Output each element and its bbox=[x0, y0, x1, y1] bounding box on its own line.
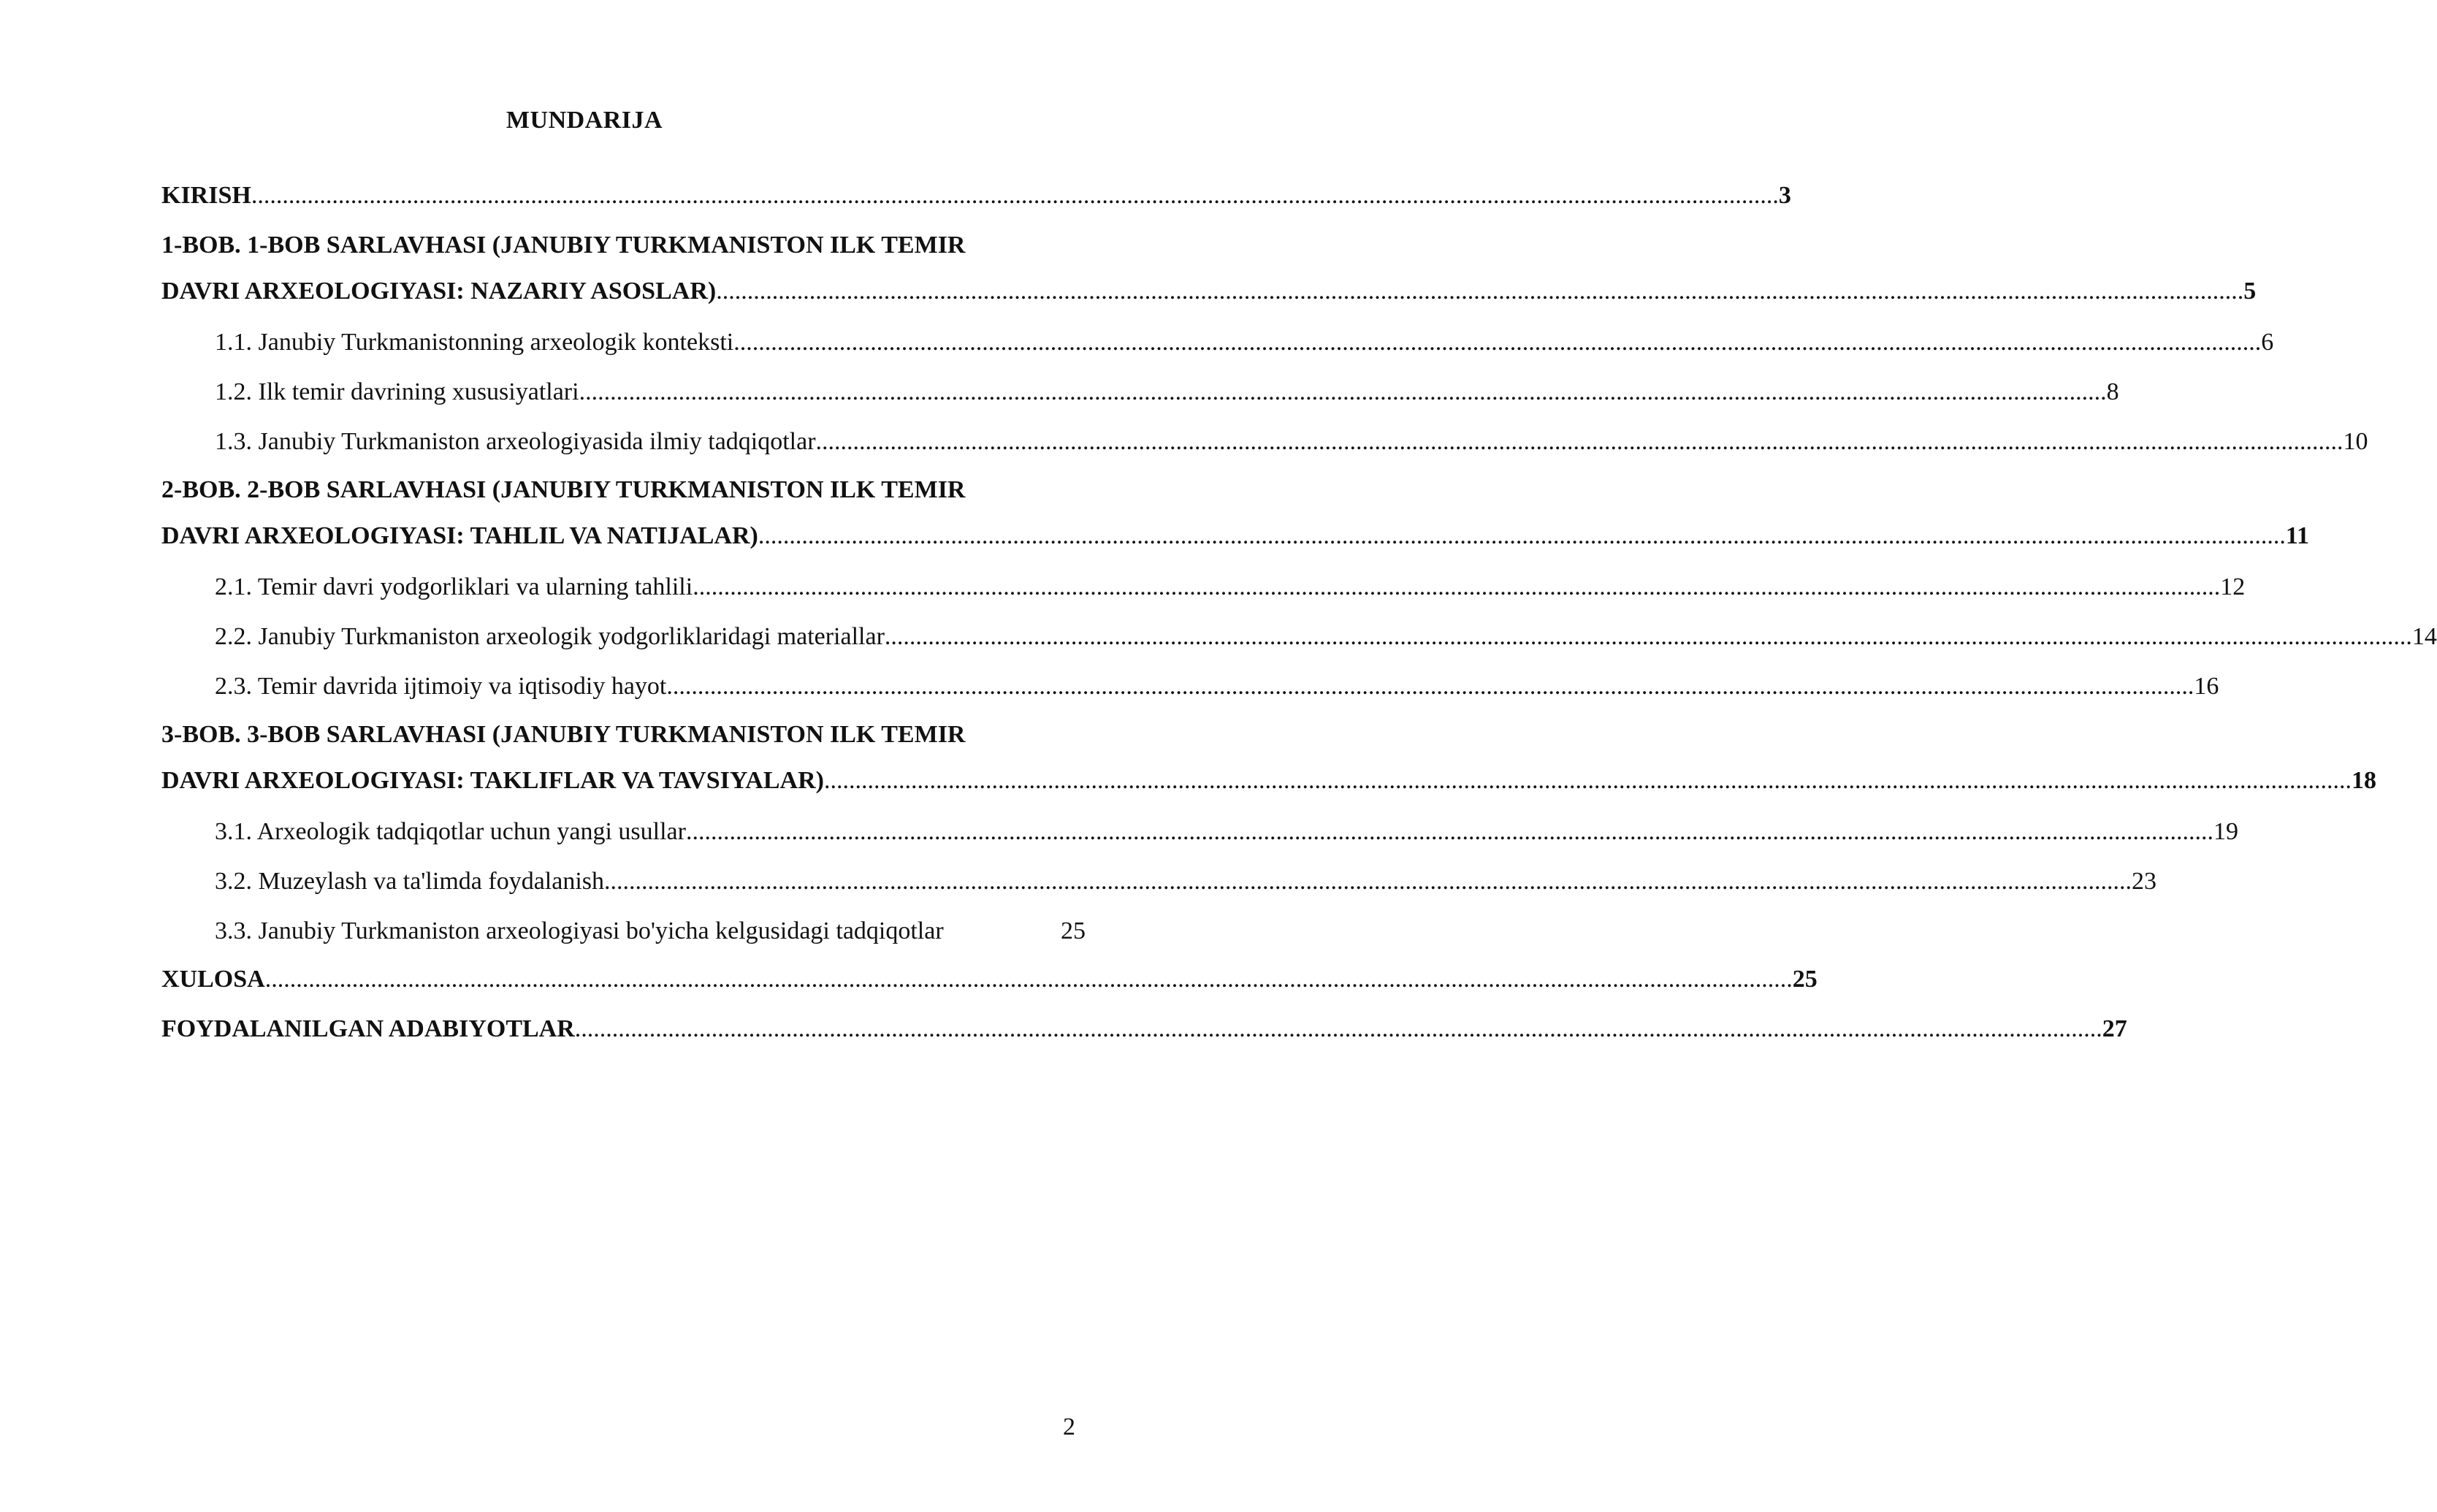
toc-entry-page: 11 bbox=[2285, 522, 2309, 549]
toc-chapter-3-title-line1[interactable] bbox=[161, 711, 1056, 757]
dot-leader bbox=[693, 562, 2220, 612]
toc-entry-label: FOYDALANILGAN ADABIYOTLAR bbox=[161, 1015, 575, 1042]
toc-chapter-2-title-line1[interactable] bbox=[161, 467, 1056, 513]
toc-entry-label: 3.3. Janubiy Turkmaniston arxeologiyasi bo'yicha kelgusidagi tadqiqotlar bbox=[215, 917, 944, 944]
dot-leader bbox=[265, 956, 1793, 1002]
toc-entry-label: KIRISH bbox=[161, 182, 251, 209]
toc-entry-label: 3-BOB. 3-BOB SARLAVHASI (JANUBIY TURKMANISTON ILK TEMIR bbox=[161, 721, 966, 748]
toc-entry-page: 16 bbox=[2194, 673, 2219, 700]
toc-entry-page: 10 bbox=[2343, 428, 2368, 455]
toc-chapter-1-title-line1[interactable] bbox=[161, 222, 1056, 268]
toc-entry-page: 23 bbox=[2132, 868, 2156, 895]
toc-section-3-2[interactable] bbox=[161, 857, 2156, 906]
toc-section-2-3[interactable] bbox=[161, 662, 2219, 711]
toc-entry-label: XULOSA bbox=[161, 966, 265, 993]
toc-entry-page: 14 bbox=[2411, 623, 2437, 650]
toc-entry-label: DAVRI ARXEOLOGIYASI: NAZARIY ASOSLAR) bbox=[161, 278, 717, 305]
toc-entry-label: 2.3. Temir davrida ijtimoiy va iqtisodiy hayot bbox=[215, 673, 667, 700]
toc-section-2-2[interactable] bbox=[161, 612, 2437, 662]
toc-entry-label: 3.2. Muzeylash va ta'limda foydalanish bbox=[215, 868, 604, 895]
toc-entry-label: 1.1. Janubiy Turkmanistonning arxeologik konteksti bbox=[215, 329, 734, 356]
dot-leader bbox=[575, 1006, 2102, 1052]
toc-entry-label: 1.2. Ilk temir davrining xususiyatlari bbox=[215, 378, 579, 405]
toc-entry-page: 6 bbox=[2261, 329, 2274, 356]
dot-leader bbox=[716, 268, 2243, 314]
dot-leader bbox=[251, 172, 1779, 218]
dot-leader bbox=[604, 857, 2132, 906]
toc-chapter-1-title-line2[interactable] bbox=[161, 268, 2257, 318]
toc-entry-label: 2.2. Janubiy Turkmaniston arxeologik yodgorliklaridagi materiallar bbox=[215, 623, 885, 650]
toc-entry-xulosa[interactable] bbox=[161, 956, 1818, 1006]
page-title: MUNDARIJA bbox=[506, 107, 663, 134]
toc-section-2-1[interactable] bbox=[161, 562, 2246, 612]
toc-entry-page: 25 bbox=[1061, 917, 1086, 944]
toc-entry-page: 3 bbox=[1778, 182, 1791, 209]
dot-leader bbox=[733, 318, 2261, 367]
toc-entry-kirish[interactable] bbox=[161, 172, 1791, 222]
toc-entry-label: 2.1. Temir davri yodgorliklari va ularning tahlili bbox=[215, 573, 693, 600]
dot-leader bbox=[824, 757, 2352, 803]
dot-leader bbox=[579, 367, 2107, 417]
toc-entry-page: 8 bbox=[2106, 378, 2119, 405]
toc-section-1-1[interactable] bbox=[161, 318, 2274, 367]
toc-entry-page: 19 bbox=[2213, 818, 2238, 845]
toc-entry-label: 3.1. Arxeologik tadqiqotlar uchun yangi usullar bbox=[215, 818, 686, 845]
toc-section-1-3[interactable] bbox=[161, 417, 2368, 467]
toc-chapter-3-title-line2[interactable] bbox=[161, 757, 2376, 807]
toc-entry-label: 1-BOB. 1-BOB SARLAVHASI (JANUBIY TURKMANISTON ILK TEMIR bbox=[161, 232, 966, 259]
toc-entry-page: 18 bbox=[2351, 767, 2376, 794]
toc-entry-page: 5 bbox=[2243, 278, 2257, 305]
toc-entry-page: 27 bbox=[2102, 1015, 2127, 1042]
dot-leader bbox=[816, 417, 2343, 467]
toc-section-1-2[interactable] bbox=[161, 367, 2119, 417]
toc-entry-page: 12 bbox=[2220, 573, 2246, 600]
toc-entry-label: 2-BOB. 2-BOB SARLAVHASI (JANUBIY TURKMANISTON ILK TEMIR bbox=[161, 476, 966, 503]
toc-entry-label: 1.3. Janubiy Turkmaniston arxeologiyasida ilmiy tadqiqotlar bbox=[215, 428, 816, 455]
dot-leader bbox=[885, 612, 2412, 662]
toc-section-3-1[interactable] bbox=[161, 807, 2238, 857]
toc-entry-label: DAVRI ARXEOLOGIYASI: TAKLIFLAR VA TAVSIYALAR) bbox=[161, 767, 824, 794]
dot-leader bbox=[666, 662, 2194, 711]
page-number: 2 bbox=[1063, 1413, 1075, 1440]
toc-section-3-3[interactable] bbox=[161, 906, 1086, 956]
table-of-contents bbox=[161, 172, 2437, 1055]
toc-chapter-2-title-line2[interactable] bbox=[161, 513, 2309, 562]
toc-entry-adabiyotlar[interactable] bbox=[161, 1006, 2127, 1055]
dot-leader bbox=[686, 807, 2213, 857]
toc-entry-label: DAVRI ARXEOLOGIYASI: TAHLIL VA NATIJALAR) bbox=[161, 522, 758, 549]
toc-entry-page: 25 bbox=[1792, 966, 1818, 993]
dot-leader bbox=[758, 513, 2286, 559]
